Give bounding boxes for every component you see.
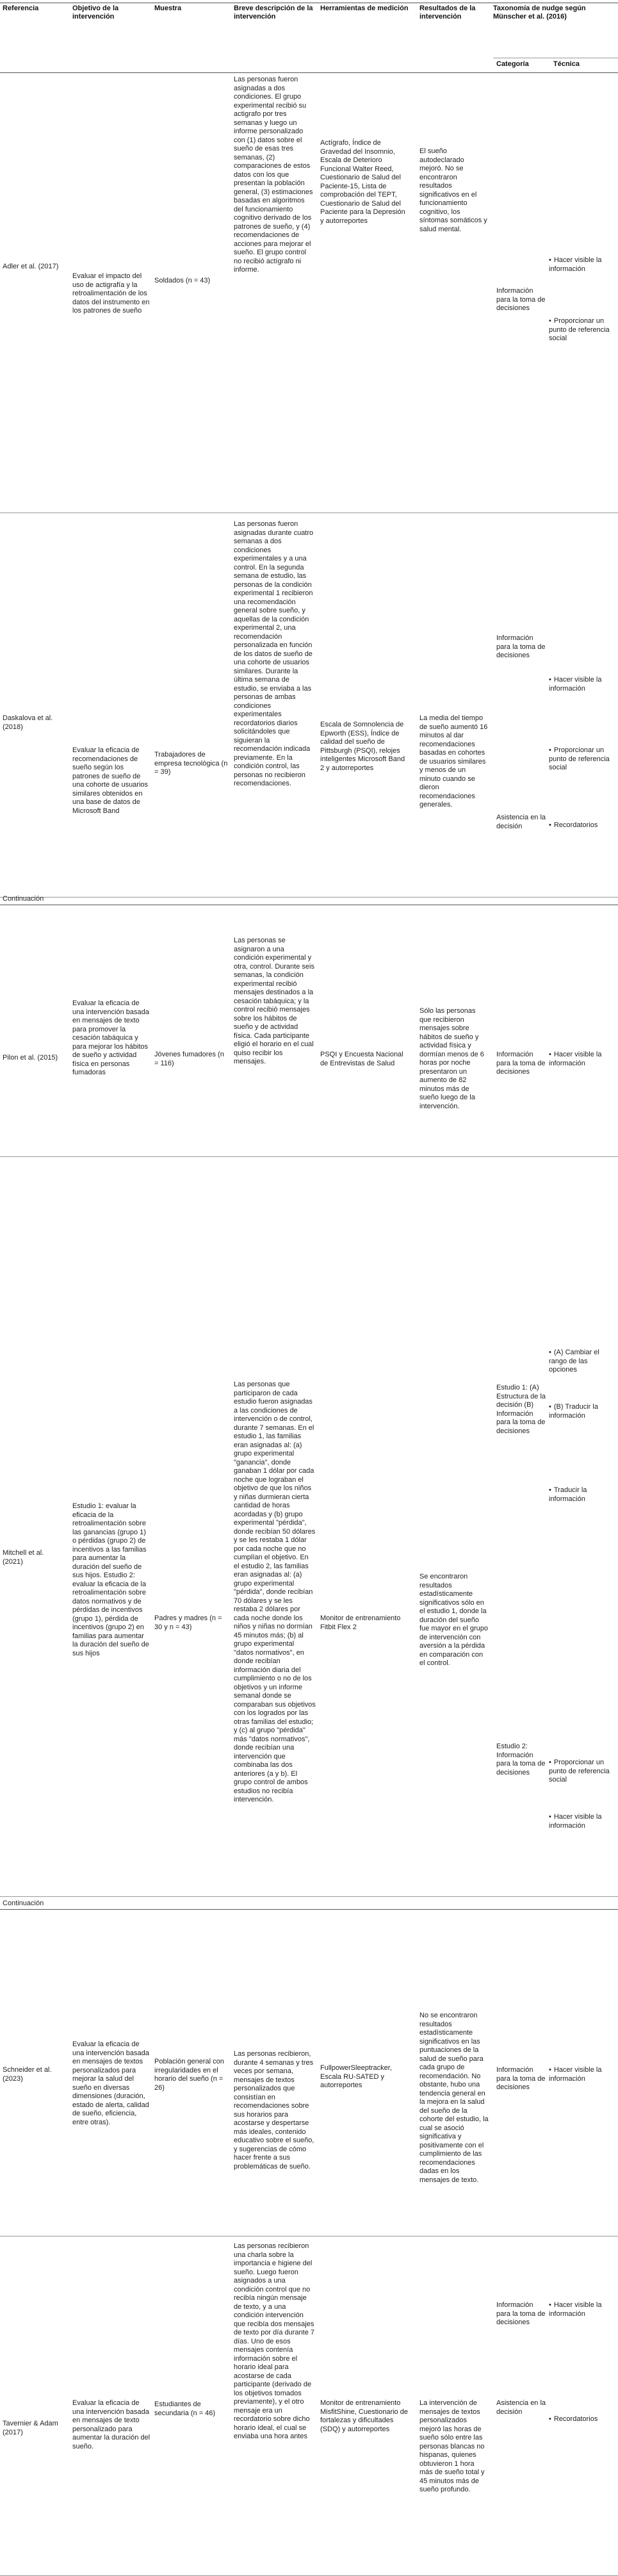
cell-categoria: Estudio 2: Información para la toma de decisiones <box>496 1743 546 1776</box>
cell-resultados: La media del tiempo de sueño aumentó 16 minutos al dar recomendaciones basadas en cohortes de usuarios similares y menos de un minuto cuando se dieron recomendaciones generales. <box>419 714 488 808</box>
cell-referencia: Adler et al. (2017) <box>3 263 59 270</box>
header-categoria: Categoría <box>496 60 529 68</box>
cell-categoria: Información para la toma de decisiones <box>496 287 546 312</box>
tecnica-bullet-item: • Recordatorios <box>549 2415 613 2424</box>
cell-referencia: Pilon et al. (2015) <box>3 1054 58 1062</box>
cell-herramientas: Monitor de entrenamiento MisfitShine, Cuestionario de fortalezas y dificultades (SDQ) y autorreportes <box>320 2399 408 2433</box>
header-herramientas: Herramientas de medición <box>320 4 409 12</box>
cell-descripcion: Las personas que participaron de cada estudio fueron asignadas a las condiciones de intervención o de control, durante 7 semanas. En el estudio 1, las familias eran asignadas al: (a) grupo experimental "ganancia", donde ganaban 1 dólar por cada noche que lograban el objetivo de que los niños y niñas durmieran cierta cantidad de horas acordadas y (b) grupo experimental "pérdida", donde recibían 50 dólares y se les restaba 1 dólar por cada noche que no cumplían el objetivo. En el estudio 2, las familias eran asignadas al: (a) grupo experimental "pérdida", donde recibían 70 dólares y se les restaba 2 dólares por cada noche donde los niños y niñas no dormían 45 minutos más; (b) al grupo experimental "datos normativos", en donde recibían información diaria del cumplimiento o no de los objetivos y un informe semanal donde se comparaban sus objetivos con los logrados por las otras familias del estudio; y (c) al grupo "pérdida" más "datos normativos", donde recibían una intervención que combinaba las dos anteriores (a y b). El grupo control de ambos estudios no recibía intervención. <box>234 1381 316 1803</box>
continuation-label: Continuación <box>3 1899 44 1907</box>
header-resultados: Resultados de la intervención <box>419 4 476 21</box>
cell-muestra: Estudiantes de secundaria (n = 46) <box>154 2400 216 2417</box>
tecnica-bullet-item: • (A) Cambiar el rango de las opciones <box>549 1349 613 1375</box>
cell-descripcion: Las personas fueron asignadas a dos condiciones. El grupo experimental recibió su actigrafo por tres semanas y luego un informe personalizado con (1) datos sobre el sueño de esas tres semanas, (2) comparaciones de estos datos con los que presentan la población general, (3) estimaciones basadas en algoritmos del funcionamiento cognitivo derivado de los patrones de sueño, y (4) recomendaciones de acciones para mejorar el sueño. El grupo control no recibió actígrafo ni informe. <box>234 76 313 274</box>
cell-muestra: Población general con irregularidades en el horario del sueño (n = 26) <box>154 2058 224 2092</box>
tecnica-bullet-item: • Hacer visible la información <box>549 1051 613 1068</box>
continuation-rule <box>0 1909 618 1910</box>
cell-categoria: Información para la toma de decisiones <box>496 1051 546 1076</box>
cell-categoria: Información para la toma de decisiones <box>496 2066 546 2091</box>
cell-objetivo: Estudio 1: evaluar la eficacia de la retroalimentación sobre las ganancias (grupo 1) o pérdidas (grupo 2) de incentivos a las familias para aumentar la duración del sueño de sus hijos. Estudio 2: evaluar la eficacia de la retroalimentación sobre datos normativos y de pérdidas de incentivos (grupo 1), pérdida de incentivos (grupo 2) en familias para aumentar la duración del sueño de sus hijos <box>72 1502 149 1657</box>
cell-descripcion: Las personas recibieron una charla sobre la importancia e higiene del sueño. Luego fueron asignados a una condición control que no recibía ningún mensaje de texto, y a una condición intervención que recibía dos mensajes de texto por día durante 7 días. Uno de esos mensajes contenía información sobre el horario ideal para acostarse de cada participante (derivado de los objetivos tomados previamente), y el otro mensaje era un recordatorio sobre dicho horario ideal, el cual se enviaba una hora antes <box>234 2242 314 2440</box>
tecnica-bullet-item: • Traducir la información <box>549 1486 613 1504</box>
row-separator <box>0 1156 618 1157</box>
header-taxonomia: Taxonomía de nudge según Münscher et al. (2016) <box>493 4 586 21</box>
tecnica-bullet-item: • Proporcionar un punto de referencia social <box>549 1759 613 1785</box>
cell-muestra: Soldados (n = 43) <box>154 277 211 284</box>
cell-referencia: Schneider et al. (2023) <box>3 2066 52 2083</box>
cell-resultados: Sólo las personas que recibieron mensajes sobre hábitos de sueño y actividad física y dormían menos de 6 horas por noche presentaron un aumento de 82 minutos más de sueño luego de la intervención. <box>419 1007 484 1110</box>
cell-descripcion: Las personas se asignaron a una condición experimental y otra, control. Durante seis semanas, la condición experimental recibió mensajes destinados a la cesación tabáquica; y la control recibió mensajes sobre los hábitos de sueño y de actividad física. Cada participante eligió el horario en el cual quiso recibir los mensajes. <box>234 937 314 1065</box>
header-muestra: Muestra <box>154 4 182 12</box>
tecnica-bullet-item: • Recordatorios <box>549 821 613 830</box>
tecnica-bullet-item: • Hacer visible la información <box>549 676 613 693</box>
cell-categoria: Estudio 1: (A) Estructura de la decisión (B) Información para la toma de decisiones <box>496 1384 546 1435</box>
cell-herramientas: FullpowerSleeptracker, Escala RU-SATED y autorreportes <box>320 2064 392 2089</box>
header-tecnica: Técnica <box>553 60 580 68</box>
tecnica-bullet-item: • Hacer visible la información <box>549 256 613 274</box>
row-separator <box>0 897 618 898</box>
cell-herramientas: Monitor de entrenamiento Fitbit Flex 2 <box>320 1614 401 1631</box>
cell-objetivo: Evaluar el impacto del uso de actigrafía y la retroalimentación de los datos del instrumento en los patrones de sueño <box>72 272 150 315</box>
header-bottom-rule <box>0 72 618 73</box>
cell-herramientas: Escala de Somnolencia de Epworth (ESS), Índice de calidad del sueño de Pittsburgh (PSQI), relojes inteligentes Microsoft Band 2 y autorreportes <box>320 721 405 772</box>
cell-categoria: Información para la toma de decisiones <box>496 634 546 659</box>
cell-categoria: Información para la toma de decisiones <box>496 2301 546 2326</box>
cell-objetivo: Evaluar la eficacia de una intervención basada en mensajes de textos personalizados para mejorar la salud del sueño en diversas dimensiones (duración, estado de alerta, calidad de sueño, eficiencia, entre otras). <box>72 2040 149 2126</box>
cell-descripcion: Las personas recibieron, durante 4 semanas y tres veces por semana, mensajes de textos personalizados que consistían en recomendaciones sobre sus horarios para acostarse y despertarse más ideales, contenido educativo sobre el sueño, y sugerencias de cómo hacer frente a sus problemáticas de sueño. <box>234 2050 314 2170</box>
tecnica-bullet-item: • Hacer visible la información <box>549 2066 613 2083</box>
cell-referencia: Daskalova et al. (2018) <box>3 714 53 731</box>
tecnica-bullet-item: • Proporcionar un punto de referencia social <box>549 317 613 343</box>
cell-herramientas: PSQI y Encuesta Nacional de Entrevistas de Salud <box>320 1051 403 1067</box>
tecnica-bullet-item: • Hacer visible la información <box>549 1813 613 1830</box>
cell-categoria: Asistencia en la decisión <box>496 2399 546 2416</box>
cell-referencia: Tavernier & Adam (2017) <box>3 2420 58 2436</box>
header-descripcion: Breve descripción de la intervención <box>234 4 313 21</box>
header-referencia: Referencia <box>3 4 39 12</box>
cell-categoria: Asistencia en la decisión <box>496 814 546 830</box>
tecnica-bullet-item: • Hacer visible la información <box>549 2301 613 2318</box>
tecnica-bullet-item: • Proporcionar un punto de referencia social <box>549 746 613 773</box>
cell-muestra: Jóvenes fumadores (n = 116) <box>154 1051 224 1067</box>
cell-referencia: Mitchell et al. (2021) <box>3 1549 44 1566</box>
row-separator <box>0 1896 618 1897</box>
table-header <box>0 0 618 77</box>
cell-muestra: Padres y madres (n = 30 y n = 43) <box>154 1614 222 1631</box>
cell-herramientas: Actígrafo, Índice de Gravedad del Insomnio, Escala de Deterioro Funcional Walter Reed, Cuestionario de Salud del Paciente-15, Lista de comprobación del TEPT, Cuestionario de Salud del Paciente para la Depresión y autorreportes <box>320 139 405 225</box>
cell-objetivo: Evaluar la eficacia de una intervención basada en mensajes de texto para promover la cesación tabáquica y para mejorar los hábitos de sueño y actividad física en personas fumadoras <box>72 999 149 1076</box>
cell-resultados: La intervención de mensajes de textos personalizados mejoró las horas de sueño sólo entre las personas blancas no hispanas, quienes obtuvieron 1 hora más de sueño total y 45 minutos más de sueño profundo. <box>419 2399 485 2493</box>
continuation-label: Continuación <box>3 895 44 903</box>
cell-objetivo: Evaluar la eficacia de recomendaciones de sueño según los patrones de sueño de una cohorte de usuarios similares obtenidos en una base de datos de Microsoft Band <box>72 746 149 815</box>
tecnica-bullet-item: • (B) Traducir la información <box>549 1403 613 1420</box>
cell-resultados: El sueño autodeclarado mejoró. No se encontraron resultados significativos en el funcionamiento cognitivo, los síntomas somáticos y salud mental. <box>419 147 487 233</box>
cell-descripcion: Las personas fueron asignadas durante cuatro semanas a dos condiciones experimentales y a una control. En la segunda semana de estudio, las personas de la condición experimental 1 recibieron una recomendación general sobre sueño, y aquellas de la condición experimental 2, una recomendación personalizada en función de los datos de sueño de una cohorte de usuarios similares. Durante la última semana de estudio, se enviaba a las personas de ambas condiciones experimentales recordatorios diarios solicitándoles que siguieran la recomendación indicada previamente. En la condición control, las personas no recibieron recomendaciones. <box>234 520 314 787</box>
cell-objetivo: Evaluar la eficacia de una intervención basada en mensajes de texto personalizado para aumentar la duración del sueño. <box>72 2399 150 2450</box>
cell-muestra: Trabajadores de empresa tecnológica (n = 39) <box>154 751 228 776</box>
cell-resultados: Se encontraron resultados estadísticamente significativos sólo en el estudio 1, donde la duración del sueño fue mayor en el grupo de intervención con aversión a la pérdida en comparación con el control. <box>419 1573 489 1667</box>
cell-resultados: No se encontraron resultados estadísticamente significativos en las puntuaciones de la salud de sueño para cada grupo de recomendación. No obstante, hubo una tendencia general en la mejora en la salud del sueño de la cohorte del estudio, la cual se asoció significativa y positivamente con el cumplimiento de las recomendaciones dadas en los mensajes de texto. <box>419 2012 489 2184</box>
header-objetivo: Objetivo de la intervención <box>72 4 119 21</box>
